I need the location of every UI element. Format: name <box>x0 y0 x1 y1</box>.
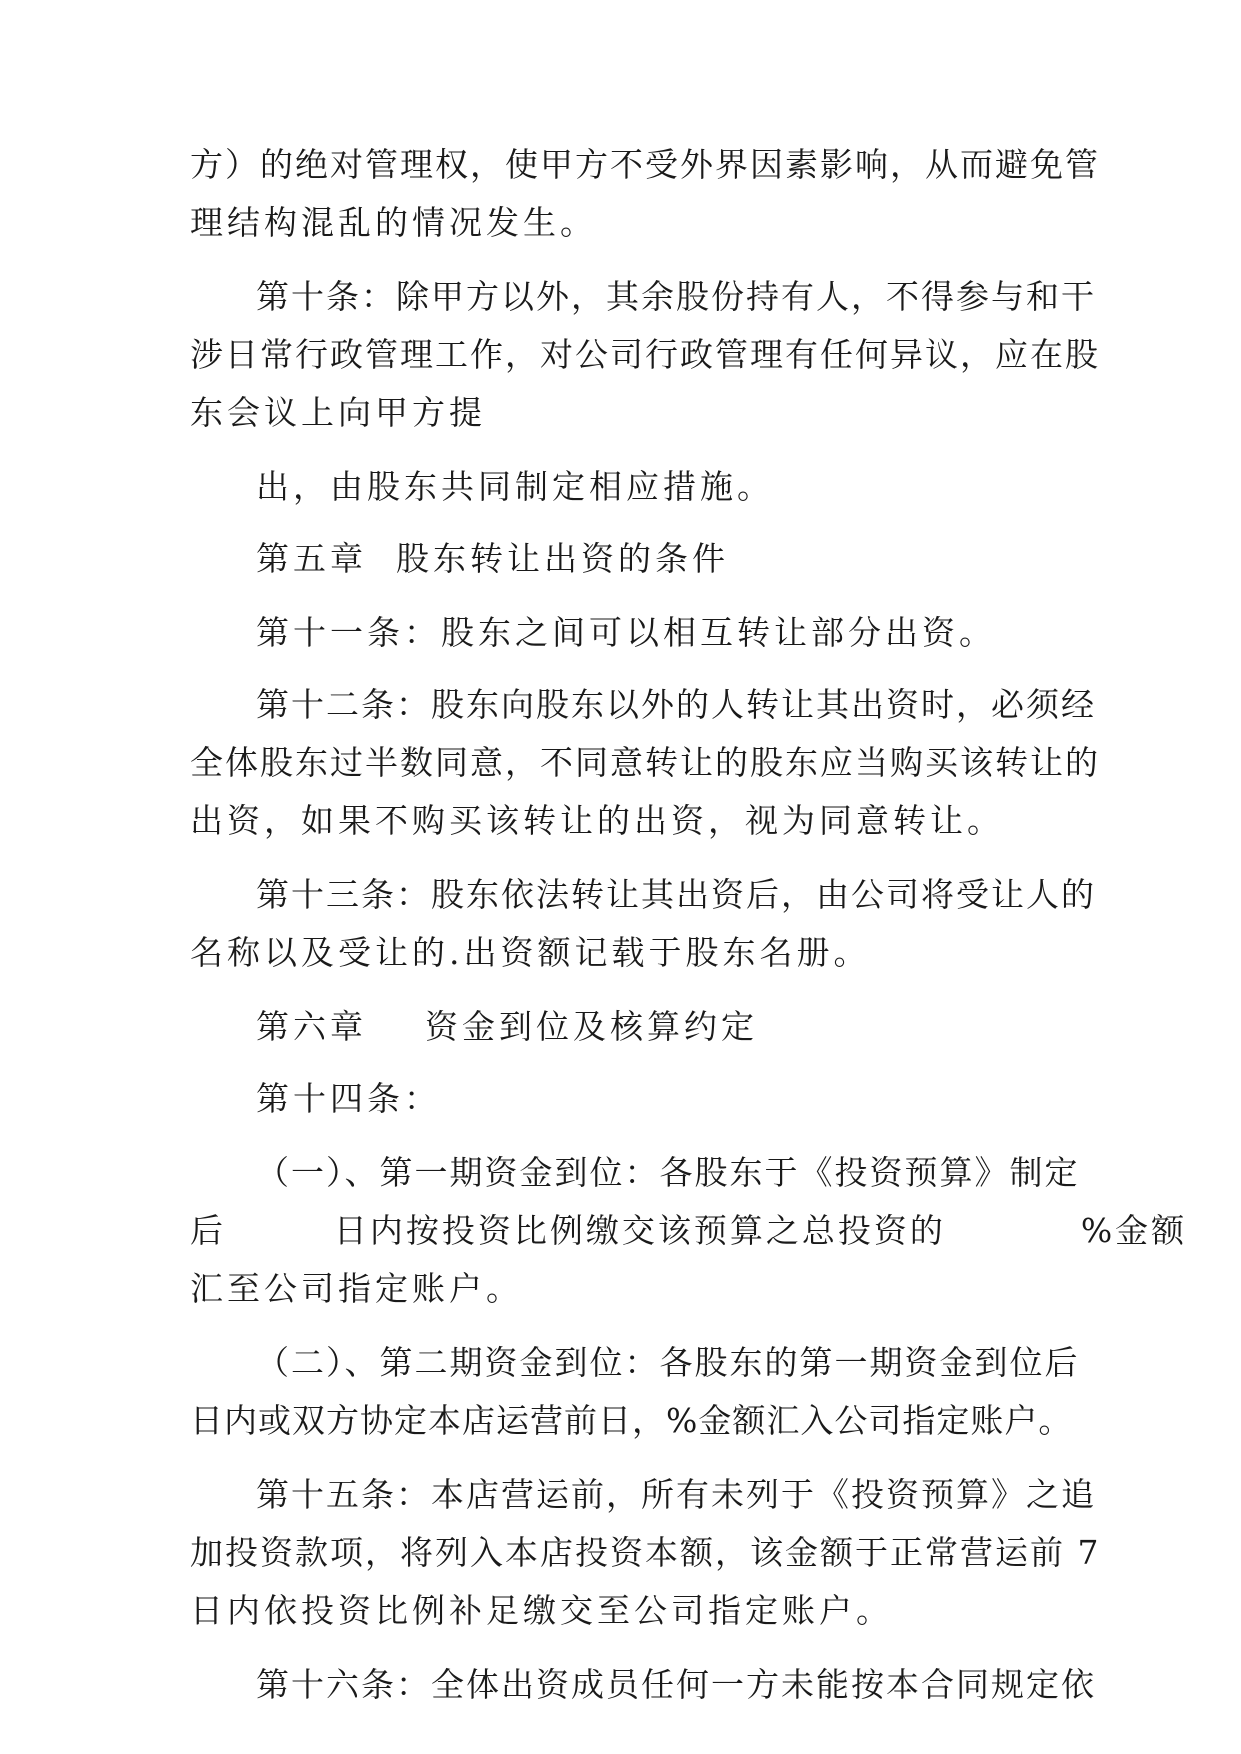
text-line: （二）、第二期资金到位：各股东的第一期资金到位后 <box>256 1343 1080 1382</box>
text-line: 方）的绝对管理权，使甲方不受外界因素影响，从而避免管 <box>190 145 1100 184</box>
text-line: 东会议上向甲方提 <box>190 393 486 432</box>
text-line: 第十二条：股东向股东以外的人转让其出资时，必须经 <box>256 685 1096 724</box>
text-line: 第十一条：股东之间可以相互转让部分出资。 <box>256 613 996 652</box>
text-line: 全体股东过半数同意，不同意转让的股东应当购买该转让的 <box>190 743 1100 782</box>
text-line: 第十六条：全体出资成员任何一方未能按本合同规定依 <box>256 1665 1096 1704</box>
text-line: 后 日内按投资比例缴交该预算之总投资的 %金额 <box>190 1211 1188 1250</box>
text-line: 加投资款项，将列入本店投资本额，该金额于正常营运前 7 <box>190 1533 1101 1572</box>
text-line: 汇至公司指定账户。 <box>190 1269 523 1308</box>
section-heading: 第五章 股东转让出资的条件 <box>256 539 729 578</box>
text-line: （一）、第一期资金到位：各股东于《投资预算》制定 <box>256 1153 1080 1192</box>
text-line: 第十四条： <box>256 1079 441 1118</box>
text-line: 理结构混乱的情况发生。 <box>190 203 597 242</box>
text-line: 名称以及受让的.出资额记载于股东名册。 <box>190 933 871 972</box>
text-line: 第十五条：本店营运前，所有未列于《投资预算》之追 <box>256 1475 1096 1514</box>
text-line: 第十三条：股东依法转让其出资后，由公司将受让人的 <box>256 875 1096 914</box>
text-line: 日内或双方协定本店运营前日，%金额汇入公司指定账户。 <box>190 1401 1073 1440</box>
text-line: 日内依投资比例补足缴交至公司指定账户。 <box>190 1591 893 1630</box>
section-heading: 第六章 资金到位及核算约定 <box>256 1007 758 1046</box>
text-line: 涉日常行政管理工作，对公司行政管理有任何异议，应在股 <box>190 335 1100 374</box>
text-line: 第十条：除甲方以外，其余股份持有人，不得参与和干 <box>256 277 1096 316</box>
text-line: 出，由股东共同制定相应措施。 <box>256 467 774 506</box>
text-line: 出资，如果不购买该转让的出资，视为同意转让。 <box>190 801 1004 840</box>
